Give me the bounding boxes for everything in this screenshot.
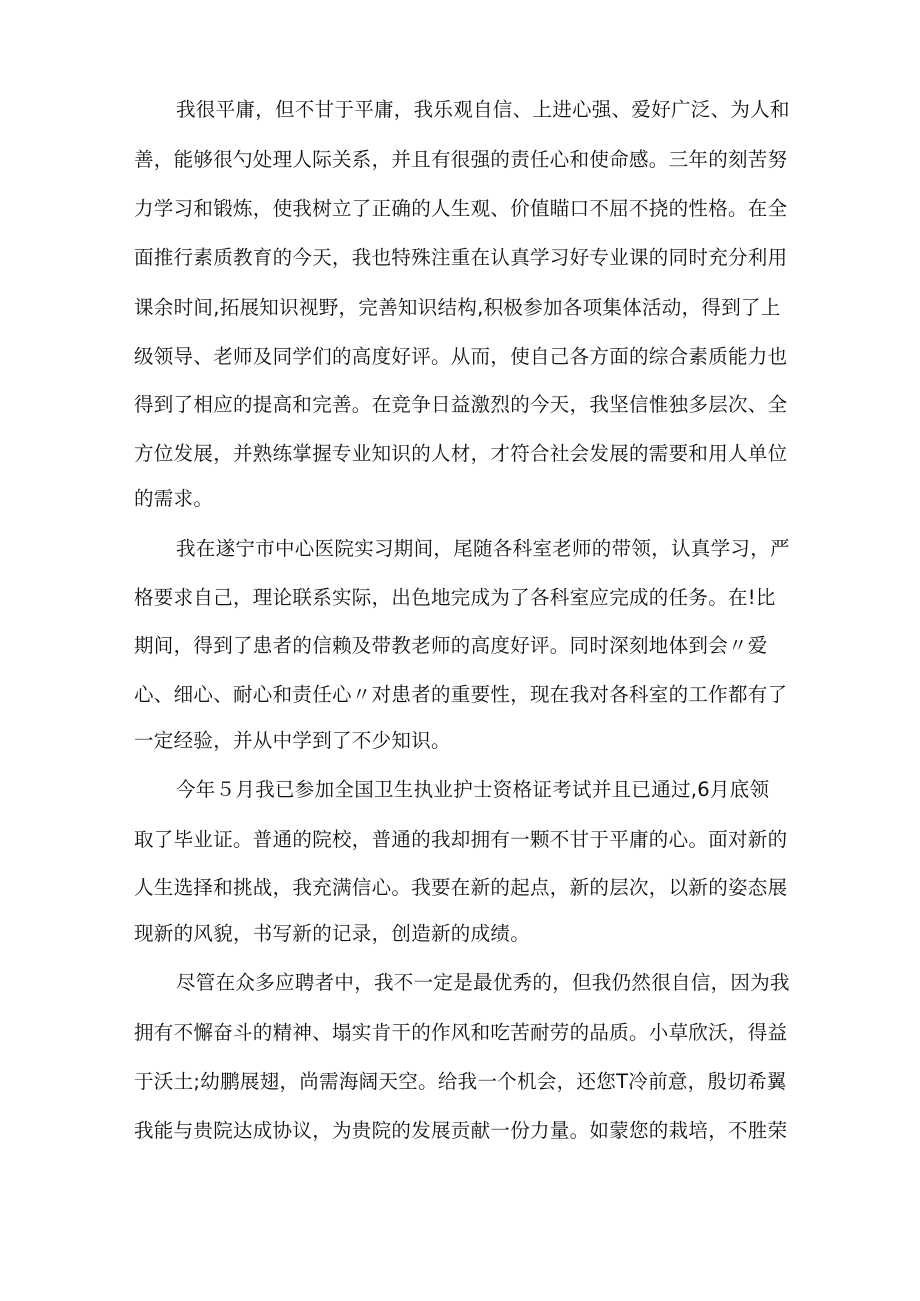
paragraph-line: 我能与贵院达成协议，为贵院的发展贡献一份力量。如蒙您的栽培，不胜荣 [134,1119,788,1142]
paragraph-line: 格要求自己，理论联系实际，出色地完成为了各科室应完成的任务。在!比 [134,586,776,609]
paragraph-line: 得到了相应的提高和完善。在竞争日益激烈的今天，我坚信惟独多层次、全 [134,393,788,416]
paragraph-line: 尽管在众多应聘者中，我不一定是最优秀的，但我仍然很自信，因为我 [176,971,790,994]
paragraph-line: 我很平庸，但不甘于平庸，我乐观自信、上进心强、爱好广泛、为人和 [176,98,790,121]
paragraph-line: 我在遂宁市中心医院实习期间，尾随各科室老师的带领，认真学习，严 [176,537,790,560]
paragraph-line: 于沃土;幼鹏展翅，尚需海阔天空。给我一个机会，还您T冷前意，殷切希翼 [134,1070,787,1093]
paragraph-line: 拥有不懈奋斗的精神、塌实肯干的作风和吃苦耐劳的品质。小草欣沃，得益 [134,1021,788,1044]
paragraph-line: 今年５月我已参加全国卫生执业护士资格证考试并且已通过,6月底领 [176,778,770,801]
paragraph-line: 的需求。 [134,487,214,510]
paragraph-line: 取了毕业证。普通的院校，普通的我却拥有一颗不甘于平庸的心。面对新的 [134,828,788,851]
paragraph-line: 现新的风貌，书写新的记录，创造新的成绩。 [134,922,531,945]
paragraph-line: 面推行素质教育的今天，我也特殊注重在认真学习好专业课的同时充分利用 [134,246,788,269]
paragraph-line: 一定经验，并从中学到了不少知识。 [134,729,451,752]
paragraph-line: 善，能够很勺处理人际关系，并且有很强的责任心和使命感。三年的刻苦努 [134,148,788,171]
paragraph-line: 期间，得到了患者的信赖及带教老师的高度好评。同时深刻地体到会〃爱 [134,634,768,657]
paragraph-line: 课余时间,拓展知识视野，完善知识结构,积极参加各项集体活动，得到了上 [134,296,781,319]
paragraph-line: 心、细心、耐心和责任心〃对患者的重要性，现在我对各科室的工作都有了 [134,683,788,706]
paragraph-line: 力学习和锻炼，使我树立了正确的人生观、价值瞄口不屈不挠的性格。在全 [134,197,788,220]
paragraph-line: 方位发展，并熟练掌握专业知识的人材，才符合社会发展的需要和用人单位 [134,442,788,465]
paragraph-line: 级领导、老师及同学们的高度好评。从而，使自己各方面的综合素质能力也 [134,345,788,368]
paragraph-line: 人生选择和挑战，我充满信心。我要在新的起点，新的层次，以新的姿态展 [134,876,788,899]
